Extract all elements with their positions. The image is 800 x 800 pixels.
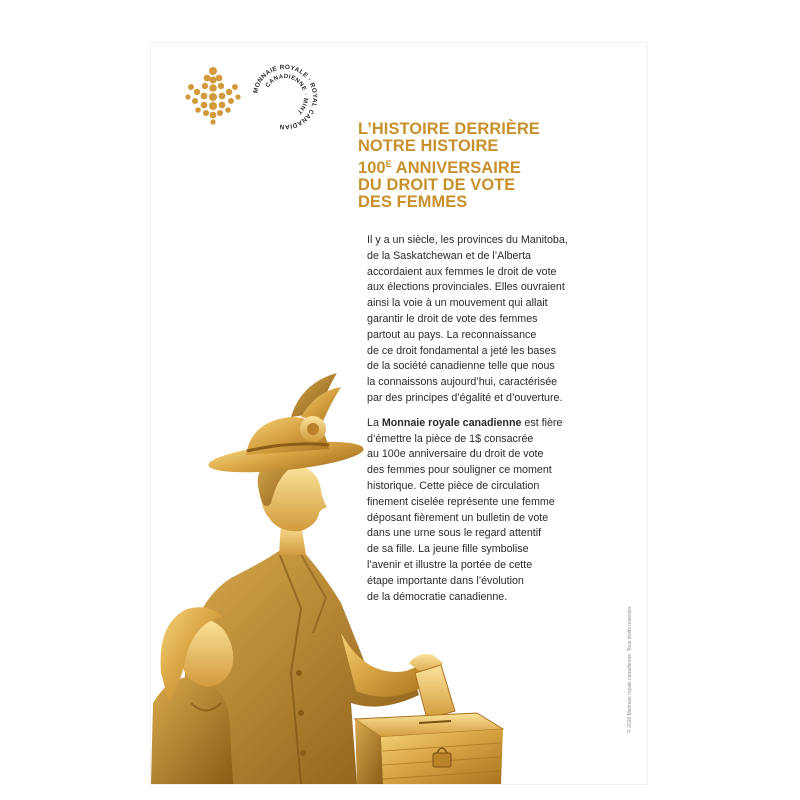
p2-line: de la démocratie canadienne. [367,590,508,603]
ballot-paper [415,665,455,719]
headline-anniv-sup: E [385,158,392,169]
royal-mint-seal-icon [249,61,321,133]
headline-line-5: DES FEMMES [358,193,468,212]
p2-first-post: est fière [521,416,563,429]
headline-anniv-rest: ANNIVERSAIRE [391,158,521,177]
p1-line: accordaient aux femmes le droit de vote [367,265,557,278]
seal-outer-text: MONNAIE ROYALE · ROYAL CANADIAN [252,63,319,131]
p1-line: de ce droit fondamental a jeté les bases [367,344,556,357]
p2-line: finement ciselée représente une femme [367,495,555,508]
coin-relief-illustration [151,373,647,784]
seal-inner-text: CANADIENNE · MINT [264,73,309,115]
p2-line: d’émettre la pièce de 1$ consacrée [367,432,534,445]
headline-line-4: DU DROIT DE VOTE [358,175,516,194]
p2-line: de sa fille. La jeune fille symbolise [367,543,529,556]
p1-line: de la société canadienne telle que nous [367,360,555,373]
headline-anniv-number: 100 [358,158,386,177]
svg-text:MONNAIE ROYALE · ROYAL CANADIA [252,64,318,130]
p2-line: déposant fièrement un bulletin de vote [367,511,549,524]
p2-line: dans une urne sous le regard attentif [367,527,542,540]
svg-text:CANADIENNE · MINT [265,74,308,115]
headline-line-1: L’HISTOIRE DERRIÈRE [358,120,540,138]
p1-line: partout au pays. La reconnaissance [367,328,537,341]
p1-line: Il y a un siècle, les provinces du Manitoba, [367,234,568,246]
poster-card [151,43,647,784]
p2-line: historique. Cette pièce de circulation [367,479,540,492]
maple-leaf-logo-icon [183,65,243,127]
p1-line: par des principes d’égalité et d’ouverture. [367,391,563,404]
copyright-notice: © 2016 Monnaie royale canadienne. Tous droits réservés. [627,605,633,733]
headline [358,121,628,211]
p1-line: garantir le droit de vote des femmes [367,312,538,325]
headline-line-2: NOTRE HISTOIRE [358,137,499,156]
ballot-box-lock-icon [433,753,451,767]
p1-line: ainsi la voie à un mouvement qui allait [367,297,548,310]
headline-line-3 [358,156,628,177]
p2-first-pre: La [367,416,382,429]
p1-line: la connaissons aujourd’hui, caractérisée [367,376,558,389]
p2-line: étape importante dans l’évolution [367,574,524,587]
p1-line: aux élections provinciales. Elles ouvraient [367,281,565,294]
p2-line: des femmes pour souligner ce moment [367,464,552,477]
p2-line: au 100e anniversaire du droit de vote [367,448,544,461]
p2-line: l’avenir et illustre la portée de cette [367,558,533,571]
p1-line: de la Saskatchewan et de l’Alberta [367,249,531,262]
mint-name-bold: Monnaie royale canadienne [381,416,522,429]
